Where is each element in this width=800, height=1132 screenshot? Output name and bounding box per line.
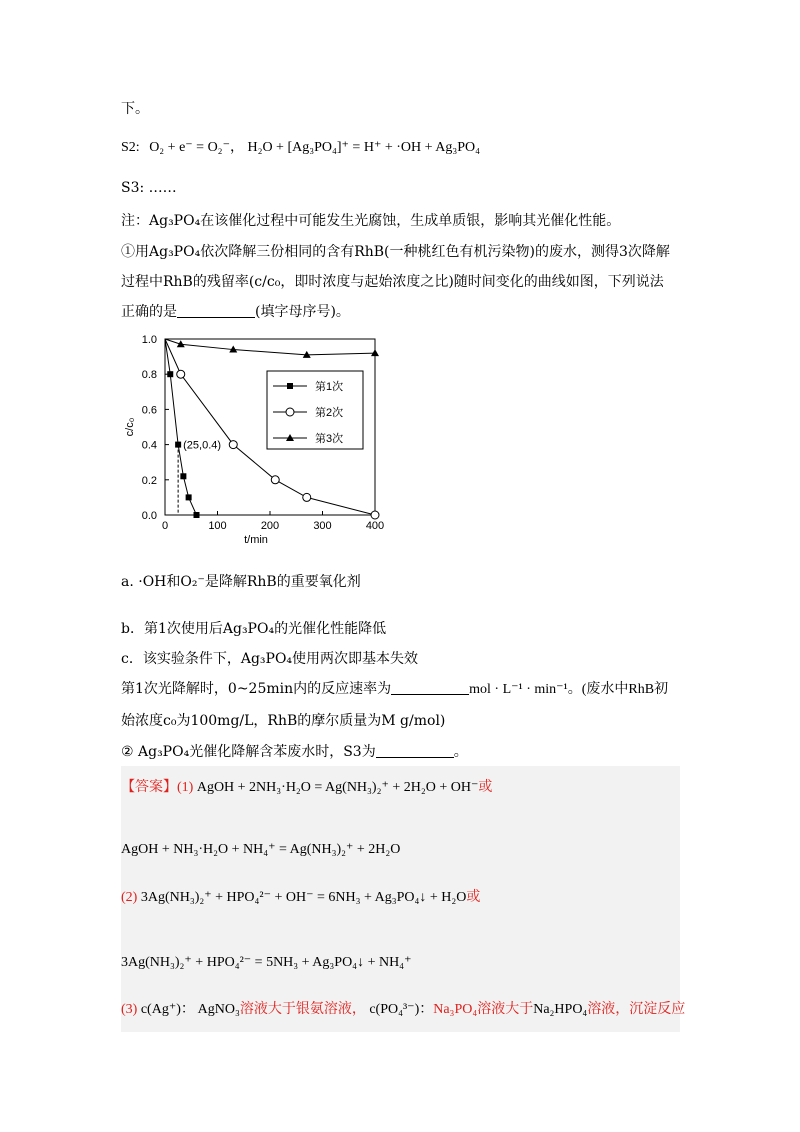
answer-c-ag: c(Ag⁺)： [140, 1002, 195, 1017]
text-line: 下。 [121, 101, 149, 117]
answer-na2hpo4: Na₂HPO₄ [533, 1002, 588, 1017]
x-tick-label: 0 [161, 520, 169, 532]
legend-label: 第3次 [315, 433, 344, 445]
series-line [165, 339, 197, 515]
y-tick-label: 0.8 [141, 369, 157, 382]
legend-marker [286, 408, 294, 416]
x-tick-label: 400 [365, 520, 385, 532]
s3-line: S3: …… [121, 180, 177, 196]
y-tick-label: 0.2 [141, 474, 157, 487]
question-line [121, 301, 350, 321]
data-point [177, 370, 185, 378]
answer-label: 【答案】 [121, 780, 177, 795]
answer-blank [391, 680, 469, 695]
y-tick-label: 1.0 [141, 334, 157, 346]
chart-svg [121, 325, 391, 557]
y-axis-label: c/c₀ [124, 417, 136, 437]
answer-line-2 [121, 886, 480, 906]
rate-line: 始浓度c₀为100mg/L，RhB的摩尔质量为M g/mol) [121, 713, 446, 729]
x-tick-label: 200 [260, 520, 280, 532]
option-a: a. ·OH和O₂⁻是降解RhB的重要氧化剂 [121, 574, 361, 590]
legend-marker [287, 383, 293, 389]
answer-equation: AgOH + NH₃·H₂O + NH₄⁺ = Ag(NH₃)₂⁺ + 2H₂O [121, 842, 401, 857]
legend-label: 第2次 [315, 407, 344, 419]
y-tick-label: 0.4 [141, 439, 157, 452]
answer-blank [376, 743, 454, 758]
answer-or: 或 [466, 890, 481, 905]
answer-text: Na₃PO₄溶液大于 [433, 1002, 534, 1017]
x-tick-label: 300 [313, 520, 332, 532]
question-text: 。 [453, 744, 468, 760]
question-text: ② Ag₃PO₄光催化降解含苯废水时，S3为 [121, 744, 376, 760]
data-point [271, 476, 279, 484]
note-line: 注：Ag₃PO₄在该催化过程中可能发生光腐蚀，生成单质银，影响其光催化性能。 [121, 213, 621, 229]
answer-part-number: (2) [121, 890, 138, 905]
s2-line [121, 136, 480, 156]
question-text: (填字母序号)。 [255, 304, 350, 320]
answer-or: 或 [478, 780, 493, 795]
option-c: c．该实验条件下，Ag₃PO₄使用两次即基本失效 [121, 651, 419, 667]
data-point [180, 473, 186, 479]
data-point [371, 349, 379, 356]
answer-text: 溶液大于银氨溶液， [239, 1002, 366, 1017]
answer-text: 溶液，沉淀反应 [587, 1002, 686, 1017]
answer-equation: 3Ag(NH₃)₂⁺ + HPO₄²⁻ = 5NH₃ + Ag₃PO₄↓ + NH₄⁺ [121, 955, 412, 970]
y-tick-label: 0.0 [141, 510, 157, 522]
data-point [303, 493, 311, 501]
answer-equation: AgOH + 2NH₃·H₂O = Ag(NH₃)₂⁺ + 2H₂O + OH⁻ [196, 780, 479, 795]
rate-line [121, 678, 668, 698]
answer-line-1 [121, 776, 492, 796]
s2-label: S2: [121, 140, 140, 155]
data-point [229, 441, 237, 449]
answer-c-po4: c(PO₄³⁻)： [369, 1002, 434, 1017]
question-line: ①用Ag₃PO₄依次降解三份相同的含有RhB(一种桃红色有机污染物)的废水，测得3次降解 [121, 244, 670, 260]
answer-agno3: AgNO₃ [197, 1002, 240, 1017]
rate-text: 第1次光降解时，0~25min内的反应速率为 [121, 681, 392, 697]
annotation-label: (25,0.4) [183, 439, 222, 452]
y-tick-label: 0.6 [141, 404, 157, 417]
data-point [194, 512, 200, 518]
option-b: b．第1次使用后Ag₃PO₄的光催化性能降低 [121, 621, 387, 637]
legend-label: 第1次 [315, 381, 344, 393]
s2-equation: O₂ + e⁻ = O₂⁻， H₂O + [Ag₃PO₄]⁺ = H⁺ + ·OH + Ag₃PO₄ [149, 140, 480, 155]
x-axis-label: t/min [244, 534, 268, 546]
question-line: 过程中RhB的残留率(c/c₀，即时浓度与起始浓度之比)随时间变化的曲线如图，下列说法 [121, 274, 664, 290]
x-tick-label: 100 [208, 520, 227, 532]
answer-part-number: (3) [121, 1002, 138, 1017]
data-point [371, 511, 379, 519]
data-point [186, 494, 192, 500]
data-point [167, 371, 173, 377]
series-line [165, 339, 375, 355]
degradation-chart [121, 325, 391, 561]
answer-part-number: (1) [177, 780, 194, 795]
answer-line-3 [121, 998, 685, 1018]
answer-blank [177, 303, 255, 318]
rate-unit: mol · L⁻¹ · min⁻¹。(废水中RhB初 [469, 682, 669, 697]
question-text: 正确的是 [121, 304, 177, 320]
answer-equation: 3Ag(NH₃)₂⁺ + HPO₄²⁻ + OH⁻ = 6NH₃ + Ag₃PO₄↓ + H₂O [140, 890, 467, 905]
question-2-line [121, 741, 468, 761]
